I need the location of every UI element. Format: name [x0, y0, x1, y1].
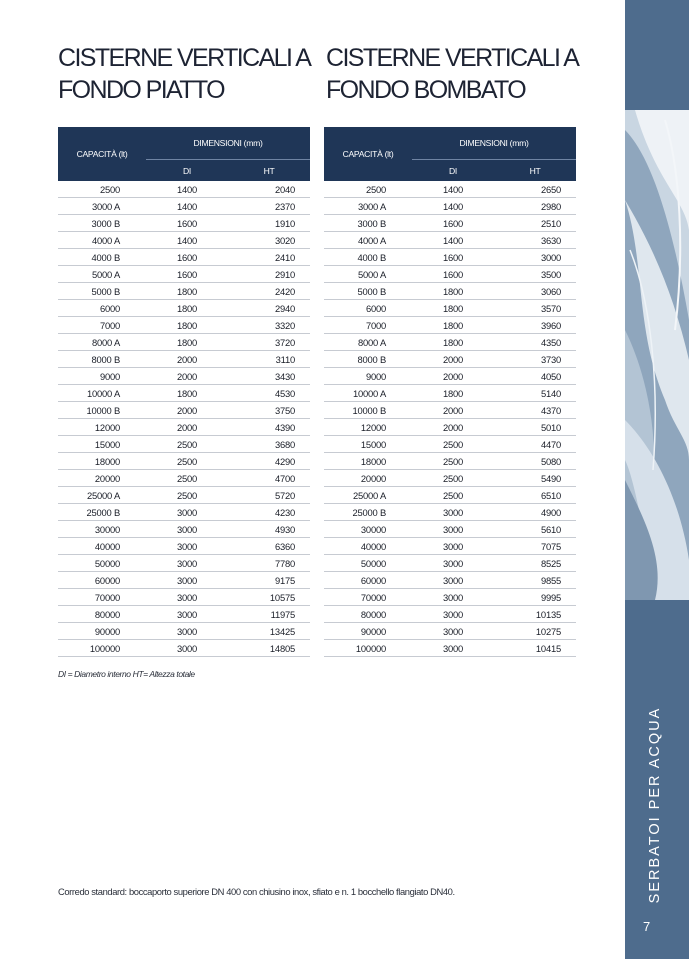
table-row — [58, 453, 310, 470]
table-row — [324, 504, 576, 521]
table-row — [58, 215, 310, 232]
cell-capacity: 8000 B — [58, 351, 146, 368]
cell-ht: 3500 — [494, 266, 576, 283]
cell-di: 3000 — [146, 538, 228, 555]
table-row — [324, 198, 576, 215]
cell-di: 2000 — [146, 402, 228, 419]
footer-text: Corredo standard: boccaporto superiore DN 400 con chiusino inox, sfiato e n. 1 bocchello flangiato DN40. — [58, 886, 455, 897]
cell-di: 3000 — [412, 504, 494, 521]
cell-capacity: 3000 B — [324, 215, 412, 232]
cell-di: 2500 — [146, 487, 228, 504]
cell-capacity: 8000 A — [58, 334, 146, 351]
cell-capacity: 60000 — [324, 572, 412, 589]
table-row — [324, 623, 576, 640]
cell-capacity: 70000 — [58, 589, 146, 606]
table-row — [324, 521, 576, 538]
table-row — [58, 419, 310, 436]
cell-ht: 14805 — [228, 640, 310, 657]
title-line-1: CISTERNE VERTICALI A — [326, 44, 579, 72]
header-di: DI — [146, 160, 228, 182]
cell-capacity: 20000 — [58, 470, 146, 487]
cell-ht: 10575 — [228, 589, 310, 606]
cell-capacity: 3000 A — [58, 198, 146, 215]
cell-di: 1600 — [146, 266, 228, 283]
cell-capacity: 80000 — [324, 606, 412, 623]
table-row — [324, 453, 576, 470]
header-dimensions: DIMENSIONI (mm) — [412, 127, 576, 160]
cell-ht: 10415 — [494, 640, 576, 657]
table-row — [58, 198, 310, 215]
title-line-2: FONDO BOMBATO — [326, 76, 526, 104]
cell-capacity: 30000 — [58, 521, 146, 538]
title-fondo-bombato — [326, 42, 586, 106]
table-row — [58, 181, 310, 198]
cell-capacity: 8000 A — [324, 334, 412, 351]
cell-di: 3000 — [412, 572, 494, 589]
cell-capacity: 2500 — [58, 181, 146, 198]
cell-ht: 2040 — [228, 181, 310, 198]
page-number: 7 — [643, 919, 651, 934]
cell-ht: 2980 — [494, 198, 576, 215]
table-row — [58, 334, 310, 351]
cell-di: 3000 — [412, 555, 494, 572]
cell-capacity: 12000 — [58, 419, 146, 436]
cell-capacity: 9000 — [324, 368, 412, 385]
cell-di: 2500 — [146, 470, 228, 487]
cell-ht: 5140 — [494, 385, 576, 402]
cell-ht: 7075 — [494, 538, 576, 555]
cell-di: 1400 — [146, 232, 228, 249]
table-row — [58, 317, 310, 334]
table-row — [58, 351, 310, 368]
cell-di: 3000 — [412, 589, 494, 606]
cell-di: 2000 — [412, 351, 494, 368]
cell-capacity: 8000 B — [324, 351, 412, 368]
table-row — [58, 504, 310, 521]
cell-capacity: 30000 — [324, 521, 412, 538]
cell-capacity: 25000 A — [58, 487, 146, 504]
cell-capacity: 10000 B — [324, 402, 412, 419]
cell-ht: 5010 — [494, 419, 576, 436]
cell-di: 1800 — [412, 283, 494, 300]
cell-capacity: 18000 — [324, 453, 412, 470]
cell-di: 1600 — [412, 266, 494, 283]
cell-di: 2000 — [146, 368, 228, 385]
cell-capacity: 5000 A — [58, 266, 146, 283]
table-row — [324, 419, 576, 436]
cell-ht: 4290 — [228, 453, 310, 470]
table-row — [58, 402, 310, 419]
cell-capacity: 50000 — [324, 555, 412, 572]
cell-ht: 4900 — [494, 504, 576, 521]
table-row — [324, 555, 576, 572]
cell-di: 2000 — [412, 368, 494, 385]
cell-ht: 10275 — [494, 623, 576, 640]
table-row — [58, 521, 310, 538]
cell-ht: 5490 — [494, 470, 576, 487]
title-line-1: CISTERNE VERTICALI A — [58, 44, 311, 72]
cell-capacity: 3000 A — [324, 198, 412, 215]
table-fondo-bombato — [324, 127, 576, 657]
header-ht: HT — [228, 160, 310, 182]
cell-ht: 7780 — [228, 555, 310, 572]
table-row — [324, 317, 576, 334]
table-row — [58, 589, 310, 606]
table-body — [58, 181, 310, 657]
cell-ht: 4700 — [228, 470, 310, 487]
header-di: DI — [412, 160, 494, 182]
cell-ht: 3750 — [228, 402, 310, 419]
cell-di: 1400 — [412, 198, 494, 215]
cell-capacity: 9000 — [58, 368, 146, 385]
table-row — [324, 351, 576, 368]
cell-di: 3000 — [146, 640, 228, 657]
table-row — [324, 606, 576, 623]
cell-capacity: 25000 A — [324, 487, 412, 504]
legend-note: DI = Diametro interno HT= Altezza totale — [58, 669, 195, 679]
table-row — [58, 623, 310, 640]
cell-di: 3000 — [146, 589, 228, 606]
cell-di: 3000 — [146, 572, 228, 589]
cell-capacity: 80000 — [58, 606, 146, 623]
cell-capacity: 2500 — [324, 181, 412, 198]
cell-ht: 2370 — [228, 198, 310, 215]
cell-di: 3000 — [412, 538, 494, 555]
cell-di: 1800 — [146, 317, 228, 334]
cell-ht: 13425 — [228, 623, 310, 640]
cell-ht: 4370 — [494, 402, 576, 419]
cell-ht: 3570 — [494, 300, 576, 317]
cell-di: 2000 — [412, 419, 494, 436]
table-row — [324, 283, 576, 300]
title-fondo-piatto — [58, 42, 318, 106]
table-row — [58, 555, 310, 572]
cell-di: 1400 — [412, 232, 494, 249]
table-row — [324, 436, 576, 453]
cell-di: 1600 — [146, 215, 228, 232]
header-ht: HT — [494, 160, 576, 182]
cell-ht: 2420 — [228, 283, 310, 300]
cell-di: 1800 — [412, 300, 494, 317]
table-row — [58, 470, 310, 487]
cell-ht: 2410 — [228, 249, 310, 266]
table-row — [58, 232, 310, 249]
cell-di: 1800 — [146, 385, 228, 402]
cell-di: 2500 — [146, 453, 228, 470]
cell-ht: 4050 — [494, 368, 576, 385]
cell-ht: 4350 — [494, 334, 576, 351]
table-body — [324, 181, 576, 657]
cell-di: 2000 — [146, 351, 228, 368]
cell-di: 1600 — [412, 249, 494, 266]
table-row — [324, 538, 576, 555]
cell-capacity: 6000 — [324, 300, 412, 317]
cell-capacity: 18000 — [58, 453, 146, 470]
cell-ht: 9995 — [494, 589, 576, 606]
cell-capacity: 3000 B — [58, 215, 146, 232]
cell-capacity: 10000 B — [58, 402, 146, 419]
cell-capacity: 5000 B — [324, 283, 412, 300]
cell-di: 3000 — [146, 555, 228, 572]
cell-capacity: 100000 — [58, 640, 146, 657]
cell-di: 3000 — [146, 623, 228, 640]
cell-di: 1400 — [146, 181, 228, 198]
header-capacity: CAPACITÀ (lt) — [324, 127, 412, 181]
cell-capacity: 7000 — [58, 317, 146, 334]
table-row — [324, 249, 576, 266]
table-row — [58, 300, 310, 317]
table-row — [324, 487, 576, 504]
table-row — [58, 436, 310, 453]
table-row — [324, 300, 576, 317]
cell-di: 3000 — [412, 521, 494, 538]
cell-di: 2000 — [146, 419, 228, 436]
cell-ht: 3320 — [228, 317, 310, 334]
cell-ht: 4930 — [228, 521, 310, 538]
cell-capacity: 7000 — [324, 317, 412, 334]
table-row — [58, 487, 310, 504]
table-row — [324, 572, 576, 589]
cell-di: 2500 — [146, 436, 228, 453]
cell-capacity: 4000 B — [58, 249, 146, 266]
cell-ht: 9855 — [494, 572, 576, 589]
cell-capacity: 5000 B — [58, 283, 146, 300]
cell-capacity: 15000 — [58, 436, 146, 453]
cell-di: 2500 — [412, 470, 494, 487]
table-row — [324, 266, 576, 283]
table-row — [324, 334, 576, 351]
table-row — [324, 589, 576, 606]
cell-di: 3000 — [146, 504, 228, 521]
cell-ht: 3720 — [228, 334, 310, 351]
table-row — [58, 538, 310, 555]
cell-ht: 2940 — [228, 300, 310, 317]
cell-di: 3000 — [412, 606, 494, 623]
cell-ht: 5610 — [494, 521, 576, 538]
table-row — [324, 402, 576, 419]
cell-di: 3000 — [146, 521, 228, 538]
table-row — [324, 181, 576, 198]
cell-capacity: 40000 — [324, 538, 412, 555]
cell-di: 3000 — [412, 623, 494, 640]
cell-ht: 5080 — [494, 453, 576, 470]
cell-di: 2500 — [412, 453, 494, 470]
cell-di: 1800 — [146, 334, 228, 351]
cell-capacity: 40000 — [58, 538, 146, 555]
header-dimensions: DIMENSIONI (mm) — [146, 127, 310, 160]
cell-capacity: 12000 — [324, 419, 412, 436]
cell-capacity: 15000 — [324, 436, 412, 453]
cell-capacity: 25000 B — [58, 504, 146, 521]
cell-ht: 4530 — [228, 385, 310, 402]
cell-ht: 2650 — [494, 181, 576, 198]
cell-capacity: 10000 A — [58, 385, 146, 402]
cell-di: 1400 — [412, 181, 494, 198]
cell-ht: 10135 — [494, 606, 576, 623]
cell-di: 1400 — [146, 198, 228, 215]
cell-capacity: 90000 — [324, 623, 412, 640]
title-line-2: FONDO PIATTO — [58, 76, 224, 104]
cell-di: 1800 — [412, 334, 494, 351]
table-row — [58, 385, 310, 402]
cell-ht: 3630 — [494, 232, 576, 249]
cell-capacity: 4000 A — [58, 232, 146, 249]
cell-capacity: 4000 B — [324, 249, 412, 266]
cell-ht: 3430 — [228, 368, 310, 385]
table-row — [324, 215, 576, 232]
cell-ht: 3000 — [494, 249, 576, 266]
cell-ht: 6510 — [494, 487, 576, 504]
cell-di: 1800 — [146, 300, 228, 317]
cell-ht: 9175 — [228, 572, 310, 589]
cell-di: 2000 — [412, 402, 494, 419]
cell-ht: 4230 — [228, 504, 310, 521]
table-row — [58, 249, 310, 266]
cell-capacity: 10000 A — [324, 385, 412, 402]
cell-ht: 2910 — [228, 266, 310, 283]
cell-di: 3000 — [146, 606, 228, 623]
cell-di: 2500 — [412, 436, 494, 453]
cell-ht: 2510 — [494, 215, 576, 232]
table-row — [324, 232, 576, 249]
table-row — [58, 266, 310, 283]
cell-ht: 1910 — [228, 215, 310, 232]
table-row — [324, 470, 576, 487]
table-row — [58, 283, 310, 300]
table-fondo-piatto — [58, 127, 310, 657]
cell-ht: 11975 — [228, 606, 310, 623]
table-row — [324, 368, 576, 385]
cell-ht: 3060 — [494, 283, 576, 300]
cell-capacity: 90000 — [58, 623, 146, 640]
cell-capacity: 50000 — [58, 555, 146, 572]
cell-capacity: 70000 — [324, 589, 412, 606]
cell-capacity: 5000 A — [324, 266, 412, 283]
cell-ht: 3020 — [228, 232, 310, 249]
cell-di: 1600 — [412, 215, 494, 232]
cell-di: 3000 — [412, 640, 494, 657]
table-row — [58, 640, 310, 657]
table-row — [324, 640, 576, 657]
table-row — [324, 385, 576, 402]
cell-di: 1800 — [412, 385, 494, 402]
cell-capacity: 100000 — [324, 640, 412, 657]
table-row — [58, 368, 310, 385]
cell-di: 2500 — [412, 487, 494, 504]
cell-ht: 5720 — [228, 487, 310, 504]
cell-di: 1800 — [146, 283, 228, 300]
cell-di: 1800 — [412, 317, 494, 334]
section-label: SERBATOI PER ACQUA — [647, 706, 663, 904]
cell-capacity: 4000 A — [324, 232, 412, 249]
cell-di: 1600 — [146, 249, 228, 266]
header-capacity: CAPACITÀ (lt) — [58, 127, 146, 181]
table-row — [58, 606, 310, 623]
cell-ht: 3110 — [228, 351, 310, 368]
table-row — [58, 572, 310, 589]
cell-capacity: 25000 B — [324, 504, 412, 521]
cell-ht: 8525 — [494, 555, 576, 572]
cell-ht: 3730 — [494, 351, 576, 368]
cell-capacity: 60000 — [58, 572, 146, 589]
cell-ht: 6360 — [228, 538, 310, 555]
cell-capacity: 20000 — [324, 470, 412, 487]
cell-ht: 4470 — [494, 436, 576, 453]
cell-ht: 3960 — [494, 317, 576, 334]
cell-capacity: 6000 — [58, 300, 146, 317]
cell-ht: 3680 — [228, 436, 310, 453]
cell-ht: 4390 — [228, 419, 310, 436]
